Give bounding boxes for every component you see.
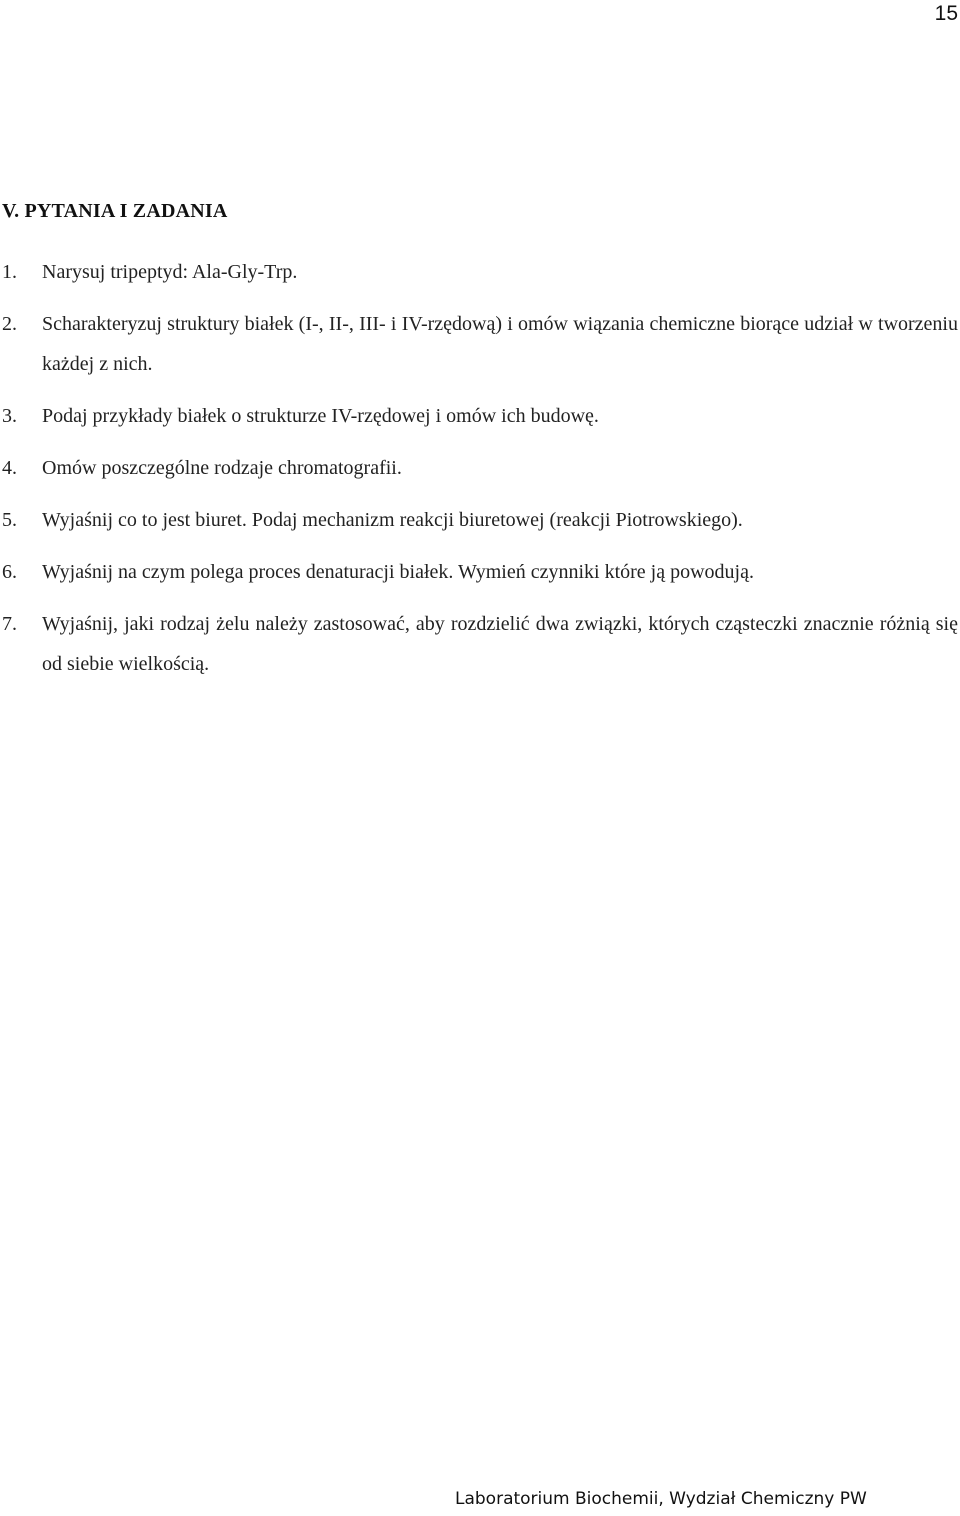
- question-number: 7.: [2, 613, 17, 635]
- question-number: 4.: [2, 457, 17, 479]
- question-number: 3.: [2, 405, 17, 427]
- question-item-4: [0, 448, 960, 488]
- question-text: Narysuj tripeptyd: Ala-Gly-Trp.: [42, 261, 298, 283]
- question-number: 5.: [2, 509, 17, 531]
- question-item-5: [0, 500, 960, 540]
- question-text: Wyjaśnij co to jest biuret. Podaj mechanizm reakcji biuretowej (reakcji Piotrowskiego).: [42, 509, 743, 531]
- section-title: V. PYTANIA I ZADANIA: [2, 200, 228, 222]
- question-number: 1.: [2, 261, 17, 283]
- question-text: Omów poszczególne rodzaje chromatografii.: [42, 457, 402, 479]
- page-number: 15: [934, 2, 958, 25]
- question-number: 2.: [2, 313, 17, 335]
- question-text: Wyjaśnij, jaki rodzaj żelu należy zastosować, aby rozdzielić dwa związki, których cząsteczki znacznie różnią się od siebie wielkością.: [42, 613, 958, 675]
- question-number: 6.: [2, 561, 17, 583]
- question-item-6: [0, 552, 960, 592]
- question-item-2: [0, 304, 960, 384]
- question-item-3: [0, 396, 960, 436]
- question-list: [0, 252, 960, 696]
- question-item-1: [0, 252, 960, 292]
- question-text: Wyjaśnij na czym polega proces denaturacji białek. Wymień czynniki które ją powodują.: [42, 561, 754, 583]
- question-text: Scharakteryzuj struktury białek (I-, II-, III- i IV-rzędową) i omów wiązania chemiczne biorące udział w tworzeniu każdej z nich.: [42, 313, 958, 375]
- question-text: Podaj przykłady białek o strukturze IV-rzędowej i omów ich budowę.: [42, 405, 599, 427]
- question-item-7: [0, 604, 960, 684]
- page-footer: Laboratorium Biochemii, Wydział Chemiczny PW: [455, 1489, 867, 1509]
